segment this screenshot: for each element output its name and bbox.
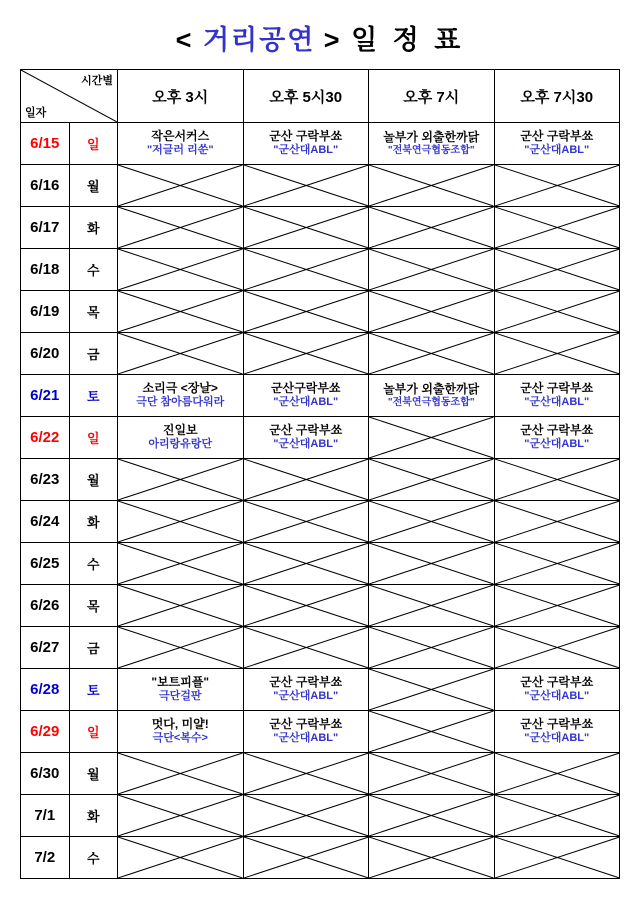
- empty-cell: [243, 207, 369, 249]
- empty-slot-cross-icon: [118, 207, 243, 248]
- empty-cell: [243, 795, 369, 837]
- performance-cell: [494, 711, 620, 753]
- row-weekday: 일: [69, 417, 118, 459]
- table-row: [21, 417, 620, 459]
- empty-slot-cross-icon: [369, 333, 494, 374]
- performance-troupe: "군산대ABL": [273, 396, 339, 409]
- empty-cell: [118, 585, 244, 627]
- performance-troupe: "군산대ABL": [273, 690, 339, 703]
- performance-troupe: 극단걸판: [158, 690, 202, 703]
- empty-slot-cross-icon: [244, 627, 369, 668]
- empty-cell: [243, 165, 369, 207]
- table-row: [21, 291, 620, 333]
- empty-slot-cross-icon: [118, 291, 243, 332]
- empty-cell: [369, 543, 495, 585]
- empty-slot-cross-icon: [118, 543, 243, 584]
- performance-cell: [118, 711, 244, 753]
- row-date: 6/16: [21, 165, 70, 207]
- performance-title: 진일보: [162, 423, 198, 438]
- empty-cell: [369, 501, 495, 543]
- empty-cell: [369, 627, 495, 669]
- row-weekday: 일: [69, 711, 118, 753]
- performance-troupe: "군산대ABL": [524, 690, 590, 703]
- row-weekday: 월: [69, 165, 118, 207]
- row-date: 6/30: [21, 753, 70, 795]
- empty-slot-cross-icon: [118, 501, 243, 542]
- performance-troupe: "군산대ABL": [273, 144, 339, 157]
- empty-cell: [369, 753, 495, 795]
- empty-cell: [494, 333, 620, 375]
- row-weekday: 수: [69, 249, 118, 291]
- empty-slot-cross-icon: [244, 795, 369, 836]
- empty-slot-cross-icon: [369, 543, 494, 584]
- empty-cell: [369, 585, 495, 627]
- performance-info: [244, 123, 369, 164]
- performance-info: [495, 123, 620, 164]
- performance-title: 군산 구락부쑈: [520, 717, 594, 732]
- performance-title: 군산 구락부쑈: [269, 717, 343, 732]
- title-left-bracket: <: [175, 25, 195, 55]
- row-date: 6/15: [21, 123, 70, 165]
- table-row: [21, 165, 620, 207]
- empty-slot-cross-icon: [369, 795, 494, 836]
- empty-slot-cross-icon: [244, 291, 369, 332]
- empty-slot-cross-icon: [244, 459, 369, 500]
- performance-cell: [243, 417, 369, 459]
- performance-cell: [243, 375, 369, 417]
- performance-title: 군산구락부쑈: [270, 381, 341, 396]
- performance-info: [118, 375, 243, 416]
- row-weekday: 일: [69, 123, 118, 165]
- row-date: 6/22: [21, 417, 70, 459]
- empty-slot-cross-icon: [495, 291, 620, 332]
- empty-slot-cross-icon: [495, 207, 620, 248]
- performance-info: [244, 711, 369, 752]
- empty-cell: [494, 165, 620, 207]
- performance-title: 군산 구락부쑈: [520, 423, 594, 438]
- empty-cell: [243, 627, 369, 669]
- performance-title: 군산 구락부쑈: [269, 675, 343, 690]
- row-date: 6/26: [21, 585, 70, 627]
- empty-cell: [494, 291, 620, 333]
- performance-info: [495, 711, 620, 752]
- performance-cell: [243, 711, 369, 753]
- table-row: [21, 585, 620, 627]
- empty-slot-cross-icon: [369, 459, 494, 500]
- empty-cell: [369, 417, 495, 459]
- empty-slot-cross-icon: [244, 543, 369, 584]
- empty-slot-cross-icon: [369, 291, 494, 332]
- empty-cell: [243, 291, 369, 333]
- empty-slot-cross-icon: [495, 501, 620, 542]
- empty-cell: [369, 459, 495, 501]
- performance-info: [495, 417, 620, 458]
- table-row: [21, 837, 620, 879]
- empty-cell: [494, 795, 620, 837]
- empty-slot-cross-icon: [244, 165, 369, 206]
- empty-cell: [369, 249, 495, 291]
- performance-info: [118, 417, 243, 458]
- empty-slot-cross-icon: [495, 753, 620, 794]
- performance-cell: [494, 123, 620, 165]
- performance-troupe: 극단<복수>: [152, 732, 208, 745]
- empty-cell: [118, 795, 244, 837]
- performance-cell: [494, 375, 620, 417]
- empty-slot-cross-icon: [244, 837, 369, 878]
- performance-troupe: "군산대ABL": [524, 732, 590, 745]
- performance-info: [244, 417, 369, 458]
- header-slot-2: 오후 5시30: [243, 70, 369, 123]
- empty-slot-cross-icon: [369, 207, 494, 248]
- table-row: [21, 207, 620, 249]
- empty-slot-cross-icon: [495, 627, 620, 668]
- empty-cell: [118, 501, 244, 543]
- performance-cell: [243, 669, 369, 711]
- performance-title: "보트피플": [151, 675, 210, 690]
- row-weekday: 금: [69, 333, 118, 375]
- empty-cell: [494, 837, 620, 879]
- performance-troupe: 극단 참아름다워라: [136, 396, 225, 409]
- empty-cell: [494, 585, 620, 627]
- row-date: 7/1: [21, 795, 70, 837]
- table-row: [21, 627, 620, 669]
- row-weekday: 화: [69, 795, 118, 837]
- schedule-body: [21, 123, 620, 879]
- performance-troupe: 아리랑유랑단: [148, 438, 213, 451]
- header-date-label: 일자: [25, 107, 47, 119]
- empty-slot-cross-icon: [244, 753, 369, 794]
- performance-info: [244, 375, 369, 416]
- performance-cell: [369, 375, 495, 417]
- performance-title: 작은서커스: [151, 129, 210, 144]
- empty-cell: [243, 753, 369, 795]
- performance-troupe: "군산대ABL": [524, 144, 590, 157]
- empty-slot-cross-icon: [118, 585, 243, 626]
- empty-slot-cross-icon: [118, 627, 243, 668]
- row-date: 6/23: [21, 459, 70, 501]
- performance-title: 군산 구락부쑈: [520, 129, 594, 144]
- performance-title: 소리극 <장날>: [142, 381, 218, 396]
- empty-slot-cross-icon: [118, 459, 243, 500]
- empty-cell: [118, 837, 244, 879]
- empty-cell: [369, 207, 495, 249]
- empty-cell: [118, 543, 244, 585]
- empty-cell: [243, 837, 369, 879]
- empty-slot-cross-icon: [495, 333, 620, 374]
- performance-troupe: "전북연극협동조합": [387, 144, 475, 156]
- empty-cell: [494, 753, 620, 795]
- performance-troupe: "군산대ABL": [524, 438, 590, 451]
- empty-slot-cross-icon: [369, 753, 494, 794]
- empty-cell: [118, 249, 244, 291]
- row-weekday: 월: [69, 459, 118, 501]
- row-weekday: 목: [69, 585, 118, 627]
- empty-slot-cross-icon: [495, 585, 620, 626]
- empty-slot-cross-icon: [495, 165, 620, 206]
- empty-cell: [369, 795, 495, 837]
- empty-slot-cross-icon: [244, 333, 369, 374]
- empty-cell: [243, 585, 369, 627]
- empty-cell: [118, 165, 244, 207]
- empty-slot-cross-icon: [369, 669, 494, 710]
- performance-cell: [369, 123, 495, 165]
- page-title: [0, 0, 640, 69]
- empty-cell: [369, 333, 495, 375]
- empty-slot-cross-icon: [118, 753, 243, 794]
- title-rest: 일 정 표: [351, 25, 465, 55]
- row-date: 6/29: [21, 711, 70, 753]
- table-row: [21, 375, 620, 417]
- schedule-table: [20, 69, 620, 879]
- performance-troupe: "군산대ABL": [524, 396, 590, 409]
- empty-slot-cross-icon: [118, 165, 243, 206]
- row-date: 6/18: [21, 249, 70, 291]
- empty-slot-cross-icon: [118, 837, 243, 878]
- performance-cell: [494, 417, 620, 459]
- empty-slot-cross-icon: [369, 585, 494, 626]
- empty-cell: [243, 501, 369, 543]
- performance-info: [118, 123, 243, 164]
- performance-info: [118, 711, 243, 752]
- table-row: [21, 753, 620, 795]
- performance-title: 놀부가 외출한까닭: [383, 129, 480, 144]
- row-date: 7/2: [21, 837, 70, 879]
- empty-slot-cross-icon: [369, 837, 494, 878]
- table-row: [21, 459, 620, 501]
- row-date: 6/17: [21, 207, 70, 249]
- empty-cell: [243, 249, 369, 291]
- performance-title: 군산 구락부쑈: [269, 129, 343, 144]
- row-date: 6/21: [21, 375, 70, 417]
- performance-title: 멋다, 미얄!: [151, 717, 209, 732]
- performance-title: 군산 구락부쑈: [520, 381, 594, 396]
- empty-slot-cross-icon: [369, 501, 494, 542]
- empty-cell: [494, 207, 620, 249]
- empty-slot-cross-icon: [495, 249, 620, 290]
- empty-cell: [118, 333, 244, 375]
- performance-troupe: "군산대ABL": [273, 438, 339, 451]
- header-slot-4: 오후 7시30: [494, 70, 620, 123]
- empty-cell: [369, 711, 495, 753]
- row-date: 6/25: [21, 543, 70, 585]
- row-weekday: 화: [69, 501, 118, 543]
- table-row: [21, 249, 620, 291]
- empty-slot-cross-icon: [369, 711, 494, 752]
- row-date: 6/28: [21, 669, 70, 711]
- empty-cell: [494, 249, 620, 291]
- performance-troupe: "전북연극협동조합": [387, 396, 475, 408]
- empty-cell: [369, 669, 495, 711]
- empty-slot-cross-icon: [118, 333, 243, 374]
- empty-slot-cross-icon: [369, 417, 494, 458]
- empty-cell: [494, 627, 620, 669]
- header-time-label: 시간별: [81, 75, 113, 87]
- empty-slot-cross-icon: [369, 249, 494, 290]
- performance-info: [118, 669, 243, 710]
- performance-cell: [118, 123, 244, 165]
- performance-cell: [243, 123, 369, 165]
- performance-info: [244, 669, 369, 710]
- empty-slot-cross-icon: [244, 249, 369, 290]
- table-row: [21, 711, 620, 753]
- performance-troupe: "군산대ABL": [273, 732, 339, 745]
- empty-cell: [243, 543, 369, 585]
- table-row: [21, 333, 620, 375]
- header-slot-3: 오후 7시: [369, 70, 495, 123]
- empty-cell: [118, 627, 244, 669]
- performance-info: [369, 375, 494, 416]
- empty-slot-cross-icon: [118, 795, 243, 836]
- title-topic: 거리공연: [202, 25, 316, 55]
- performance-cell: [494, 669, 620, 711]
- empty-slot-cross-icon: [244, 501, 369, 542]
- empty-cell: [118, 753, 244, 795]
- empty-slot-cross-icon: [118, 249, 243, 290]
- empty-cell: [243, 459, 369, 501]
- table-row: [21, 543, 620, 585]
- header-slot-1: 오후 3시: [118, 70, 244, 123]
- row-weekday: 수: [69, 543, 118, 585]
- table-row: [21, 501, 620, 543]
- empty-slot-cross-icon: [369, 627, 494, 668]
- row-weekday: 토: [69, 375, 118, 417]
- empty-cell: [369, 837, 495, 879]
- empty-cell: [118, 459, 244, 501]
- performance-cell: [118, 375, 244, 417]
- row-weekday: 토: [69, 669, 118, 711]
- empty-cell: [118, 291, 244, 333]
- performance-title: 놀부가 외출한까닭: [383, 381, 480, 396]
- table-row: [21, 123, 620, 165]
- performance-info: [495, 669, 620, 710]
- table-row: [21, 795, 620, 837]
- performance-title: 군산 구락부쑈: [269, 423, 343, 438]
- row-date: 6/19: [21, 291, 70, 333]
- empty-cell: [118, 207, 244, 249]
- header-corner-cell: [21, 70, 118, 123]
- row-date: 6/27: [21, 627, 70, 669]
- row-weekday: 금: [69, 627, 118, 669]
- empty-cell: [369, 165, 495, 207]
- row-weekday: 목: [69, 291, 118, 333]
- empty-slot-cross-icon: [244, 585, 369, 626]
- empty-cell: [494, 501, 620, 543]
- performance-troupe: "저글러 리쑨": [146, 144, 214, 157]
- row-weekday: 수: [69, 837, 118, 879]
- row-weekday: 화: [69, 207, 118, 249]
- empty-slot-cross-icon: [369, 165, 494, 206]
- table-header-row: [21, 70, 620, 123]
- table-row: [21, 669, 620, 711]
- row-date: 6/20: [21, 333, 70, 375]
- performance-cell: [118, 417, 244, 459]
- empty-slot-cross-icon: [495, 837, 620, 878]
- performance-info: [369, 123, 494, 164]
- performance-cell: [118, 669, 244, 711]
- performance-info: [495, 375, 620, 416]
- row-date: 6/24: [21, 501, 70, 543]
- empty-slot-cross-icon: [495, 459, 620, 500]
- row-weekday: 월: [69, 753, 118, 795]
- empty-slot-cross-icon: [244, 207, 369, 248]
- empty-cell: [369, 291, 495, 333]
- empty-slot-cross-icon: [495, 543, 620, 584]
- empty-cell: [243, 333, 369, 375]
- empty-cell: [494, 459, 620, 501]
- performance-title: 군산 구락부쑈: [520, 675, 594, 690]
- empty-slot-cross-icon: [495, 795, 620, 836]
- title-right-bracket: >: [323, 25, 343, 55]
- empty-cell: [494, 543, 620, 585]
